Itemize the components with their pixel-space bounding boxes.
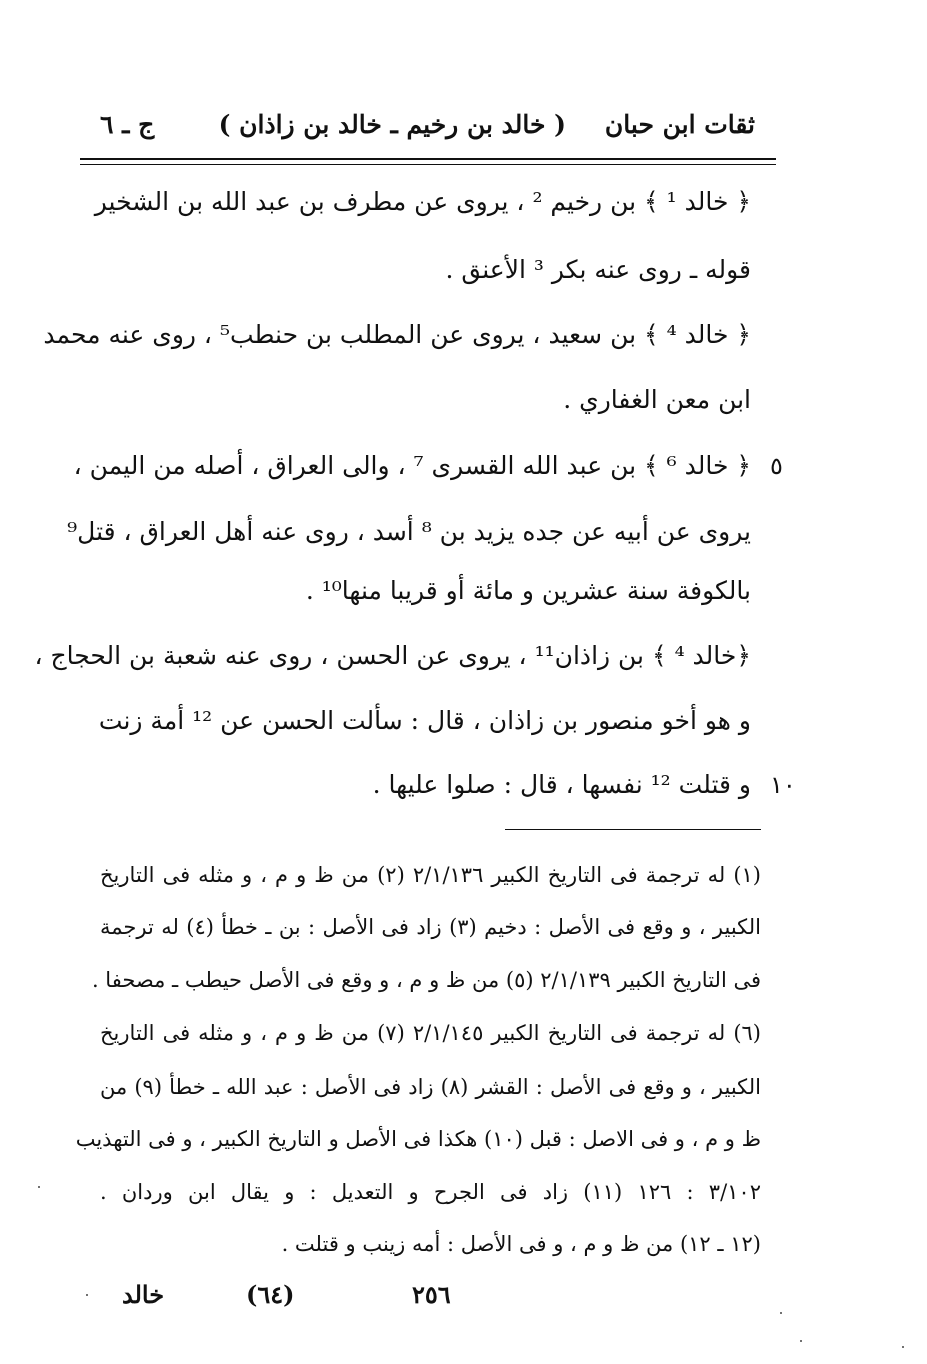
page-number: ٢٥٦ (412, 1280, 451, 1309)
footnote-line: (٦) له ترجمة فى التاريخ الكبير ٢/١/١٤٥ (٧) من ظ و م ، و مثله فى التاريخ (100, 1021, 761, 1045)
body-line: ﴿ خالد ⁴ ﴾ بن سعيد ، يروى عن المطلب بن حنطب⁵ ، روى عنه محمد (43, 320, 751, 349)
line-number: ٥ (770, 452, 783, 480)
scan-speck (902, 1346, 904, 1348)
body-line: ابن معن الغفاري . (563, 385, 751, 414)
footnote-line: فى التاريخ الكبير ٢/١/١٣٩ (٥) من ظ و م ، و وقع فى الأصل حيطب ـ مصحفا . (91, 968, 761, 992)
footnote-line: (١) له ترجمة فى التاريخ الكبير ٢/١/١٣٦ (٢) من ظ و م ، و مثله فى التاريخ (100, 863, 761, 887)
signature-mark: (٦٤) (246, 1280, 295, 1309)
header-rule (80, 158, 776, 160)
body-line: قوله ـ روى عنه بكر ³ الأعنق . (445, 255, 751, 284)
body-line: ﴿ خالد ⁶ ﴾ بن عبد الله القسرى ⁷ ، والى العراق ، أصله من اليمن ، (73, 451, 751, 480)
volume-label: ج ـ ٦ (100, 110, 155, 139)
footnote-rule (505, 829, 761, 830)
entry-range: ( خالد بن رخيم ـ خالد بن زاذان ) (218, 110, 566, 139)
scan-speck (38, 1186, 40, 1188)
scan-speck (780, 1312, 782, 1314)
body-line: ﴿خالد ⁴ ﴾ بن زاذان¹¹ ، يروى عن الحسن ، روى عنه شعبة بن الحجاج ، (34, 641, 751, 670)
body-line: و قتلت ¹² نفسها ، قال : صلوا عليها . (372, 770, 751, 799)
body-line: يروى عن أبيه عن جده يزيد بن ⁸ أسد ، روى عنه أهل العراق ، قتل⁹ (67, 517, 751, 546)
line-number: ١٠ (770, 771, 796, 799)
footnote-line: الكبير ، و وقع فى الأصل : دخيم (٣) زاد فى الأصل : بن ـ خطأ (٤) له ترجمة (100, 915, 761, 939)
footnote-line: (١٢ ـ ١٢) من ظ و م ، و فى الأصل : أمه زينب و قتلت . (281, 1232, 761, 1256)
body-line: ﴿ خالد ¹ ﴾ بن رخيم ² ، يروى عن مطرف بن عبد الله بن الشخير (94, 187, 751, 216)
footnote-line: ٣/١٠٢ : ١٢٦ (١١) زاد فى الجرح و التعديل : و يقال ابن وردان . (100, 1180, 761, 1204)
footnote-line: الكبير ، و وقع فى الأصل : القشر (٨) زاد فى الأصل : عبد الله ـ خطأ (٩) من (100, 1075, 761, 1099)
body-line: بالكوفة سنة عشرين و مائة أو قريبا منها¹⁰ . (305, 576, 751, 605)
catchword: خالد (122, 1280, 165, 1309)
header-rule-thin (80, 164, 776, 165)
scan-speck (800, 1340, 802, 1342)
running-title: ثقات ابن حبان (604, 110, 755, 139)
body-line: و هو أخو منصور بن زاذان ، قال : سألت الحسن عن ¹² أمة زنت (98, 706, 751, 735)
footnote-line: ظ و م ، و فى الاصل : قبل (١٠) هكذا فى الأصل و التاريخ الكبير ، و فى التهذيب (75, 1127, 761, 1151)
scan-speck (86, 1294, 88, 1296)
